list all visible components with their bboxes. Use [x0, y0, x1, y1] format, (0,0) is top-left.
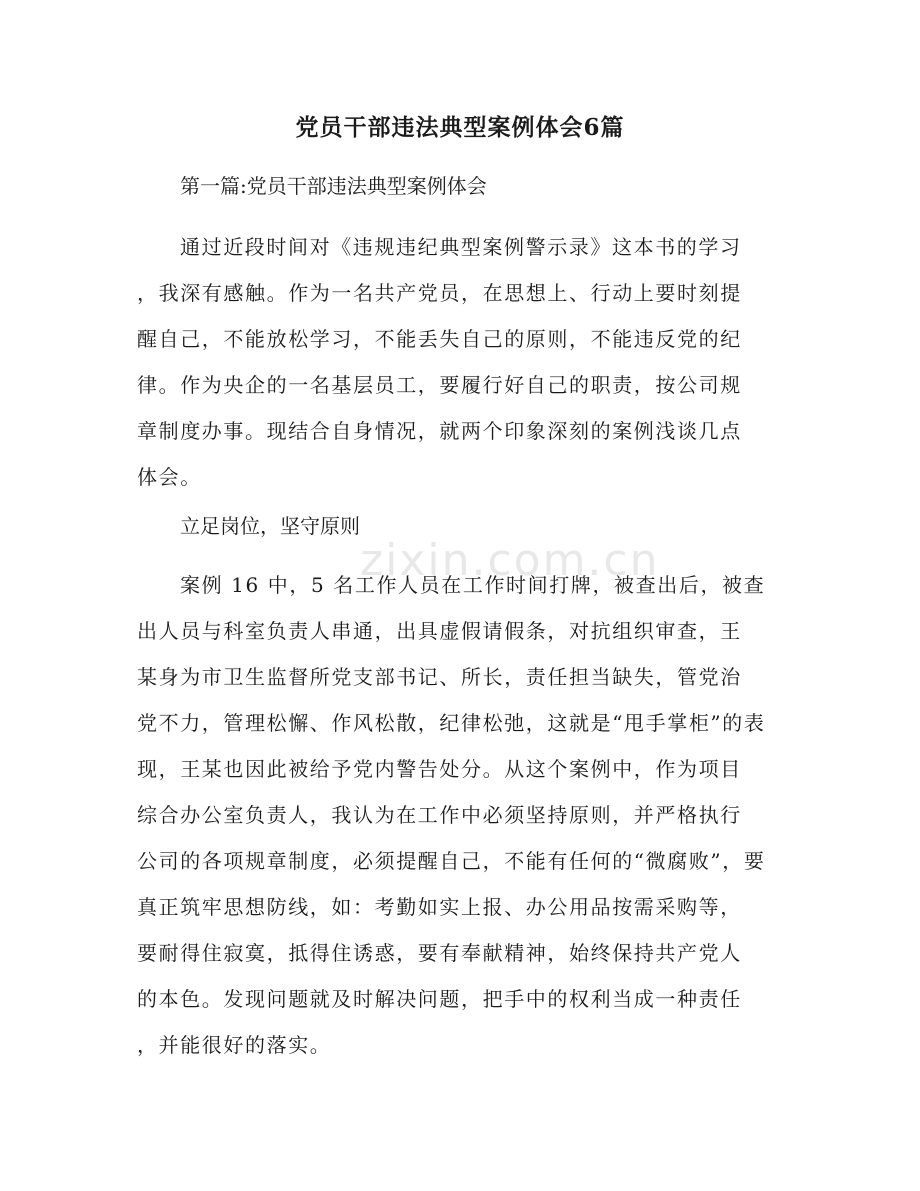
paragraph-line: 现，王某也因此被给予党内警告处分。从这个案例中，作为项目: [137, 757, 742, 781]
chapter-heading: 第一篇:党员干部违法典型案例体会: [180, 174, 487, 198]
paragraph-line: 出人员与科室负责人串通，出具虚假请假条，对抗组织审查，王: [137, 619, 742, 643]
watermark: zixin.com.cn: [360, 535, 660, 586]
document-title: 党员干部违法典型案例体会6篇: [295, 114, 625, 141]
paragraph-line: 真正筑牢思想防线，如：考勤如实上报、办公用品按需采购等，: [137, 895, 742, 919]
paragraph-line: 醒自己，不能放松学习，不能丢失自己的原则，不能违反党的纪: [137, 327, 742, 351]
paragraph-line: 公司的各项规章制度，必须提醒自己，不能有任何的“微腐败”，要: [137, 849, 766, 873]
paragraph-line: 案例 16 中，5 名工作人员在工作时间打牌，被查出后，被查: [180, 573, 766, 597]
paragraph-line: 某身为市卫生监督所党支部书记、所长，责任担当缺失，管党治: [137, 665, 742, 689]
paragraph-line: 综合办公室负责人，我认为在工作中必须坚持原则，并严格执行: [137, 803, 742, 827]
section-heading: 立足岗位，坚守原则: [180, 514, 360, 538]
paragraph-line: ，并能很好的落实。: [137, 1033, 332, 1057]
paragraph-line: 的本色。发现问题就及时解决问题，把手中的权利当成一种责任: [137, 987, 742, 1011]
paragraph-line: 党不力，管理松懈、作风松散，纪律松弛，这就是“甩手掌柜”的表: [137, 711, 766, 735]
paragraph-line: 体会。: [137, 465, 202, 489]
paragraph-line: ，我深有感触。作为一名共产党员，在思想上、行动上要时刻提: [137, 281, 742, 305]
paragraph-1: [137, 224, 797, 500]
paragraph-line: 律。作为央企的一名基层员工，要履行好自己的职责，按公司规: [137, 373, 742, 397]
paragraph-line: 通过近段时间对《违规违纪典型案例警示录》这本书的学习: [180, 235, 742, 259]
paragraph-line: 章制度办事。现结合自身情况，就两个印象深刻的案例浅谈几点: [137, 419, 742, 443]
paragraph-2: [137, 562, 797, 1068]
paragraph-line: 要耐得住寂寞，抵得住诱惑，要有奉献精神，始终保持共产党人: [137, 941, 742, 965]
